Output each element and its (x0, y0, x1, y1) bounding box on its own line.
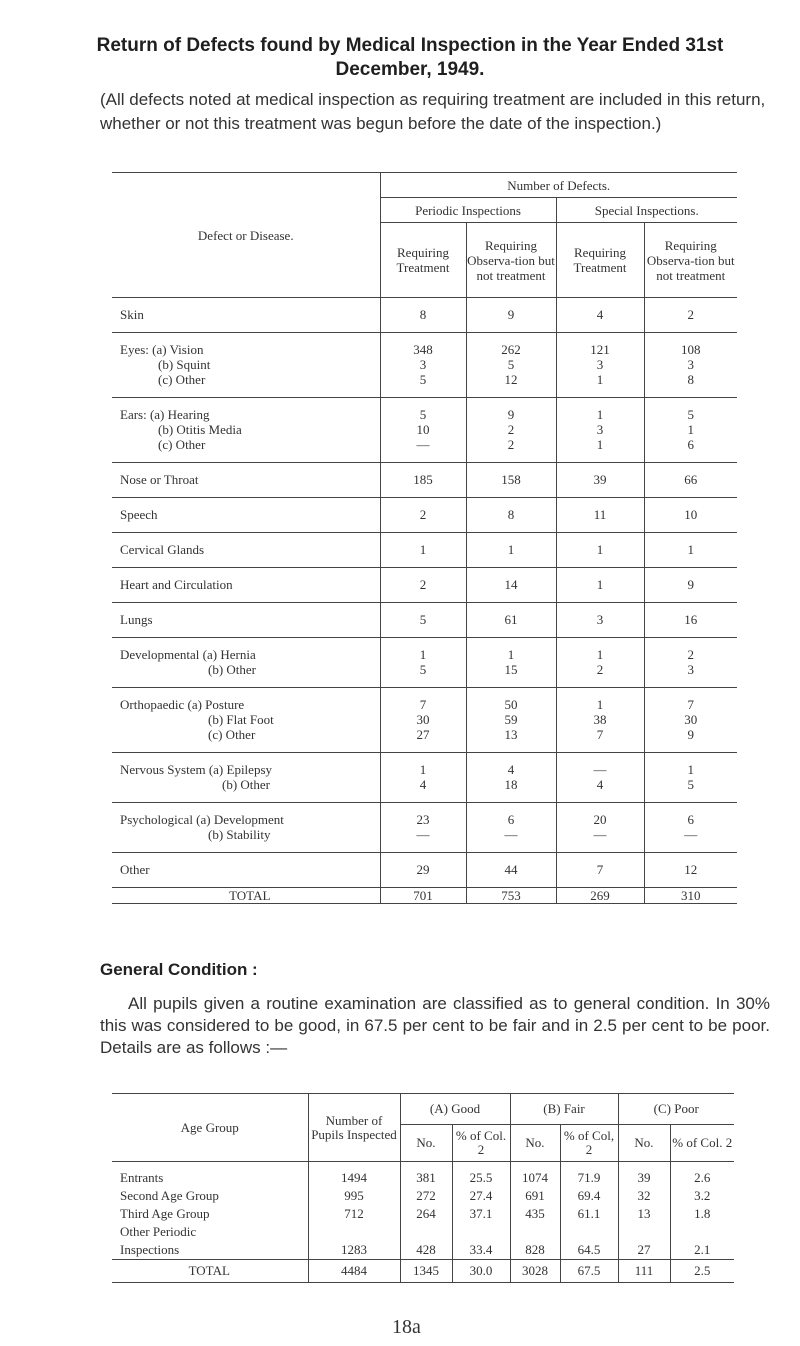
defect-count: 158 (466, 463, 556, 498)
defect-row (112, 888, 737, 904)
defect-count: 2 (380, 568, 466, 603)
condition-value: 712 (308, 1205, 400, 1223)
defect-count: 5 (380, 662, 466, 688)
defect-count: 1 (380, 638, 466, 663)
header-special-treatment: Requiring Treatment (556, 223, 644, 298)
header-fair-pct: % of Col, 2 (560, 1125, 618, 1162)
defect-count: 753 (466, 888, 556, 904)
defect-row (112, 568, 737, 603)
condition-value: 1.8 (670, 1205, 734, 1223)
defect-row (112, 753, 737, 778)
condition-value: 1345 (400, 1260, 452, 1283)
defect-count: 5 (380, 603, 466, 638)
header-age-group: Age Group (112, 1094, 308, 1162)
age-group-label: Other Periodic (120, 1224, 197, 1239)
condition-value: 32 (618, 1187, 670, 1205)
condition-value: 111 (618, 1260, 670, 1283)
condition-value (308, 1223, 400, 1241)
defect-count: 5 (644, 398, 737, 423)
defect-count: 8 (380, 298, 466, 333)
defect-count: 1 (644, 422, 737, 437)
condition-value: 995 (308, 1187, 400, 1205)
defect-count: 3 (556, 422, 644, 437)
defect-row (112, 603, 737, 638)
condition-value: 67.5 (560, 1260, 618, 1283)
defect-count: — (556, 827, 644, 853)
defect-row (112, 777, 737, 803)
header-good-pct: % of Col. 2 (452, 1125, 510, 1162)
defect-count: 6 (644, 803, 737, 828)
defect-label: Cervical Glands (112, 533, 380, 568)
defect-count: 3 (380, 357, 466, 372)
condition-value: 27.4 (452, 1187, 510, 1205)
defect-label: (b) Stability (112, 827, 380, 853)
defect-count: 9 (466, 298, 556, 333)
defect-label: (c) Other (112, 372, 380, 398)
defect-count: 2 (556, 662, 644, 688)
defect-count: 8 (466, 498, 556, 533)
defect-label: Nervous System (a) Epilepsy (120, 762, 273, 777)
defect-label: (b) Other (112, 777, 380, 803)
condition-value: 2.5 (670, 1260, 734, 1283)
defect-count: 1 (466, 533, 556, 568)
header-poor-pct: % of Col. 2 (670, 1125, 734, 1162)
defect-count: 12 (644, 853, 737, 888)
defect-count: 310 (644, 888, 737, 904)
defect-count: 1 (644, 753, 737, 778)
condition-value (510, 1223, 560, 1241)
defect-row (112, 422, 737, 437)
defect-row (112, 498, 737, 533)
defect-row (112, 437, 737, 463)
defect-count: 5 (380, 372, 466, 398)
condition-value: 33.4 (452, 1241, 510, 1260)
page-number: 18a (392, 1316, 421, 1338)
header-periodic: Periodic Inspections (380, 198, 556, 223)
defect-count: 10 (644, 498, 737, 533)
defect-count: 4 (380, 777, 466, 803)
condition-value: 1283 (308, 1241, 400, 1260)
defect-count: 3 (556, 603, 644, 638)
defect-row (112, 533, 737, 568)
defect-row (112, 638, 737, 663)
defect-count: 44 (466, 853, 556, 888)
header-periodic-observation: Requiring Observa-tion but not treatment (466, 223, 556, 298)
header-number-of-defects: Number of Defects. (380, 173, 737, 198)
condition-value: 64.5 (560, 1241, 618, 1260)
defect-count: 10 (380, 422, 466, 437)
defect-count: 2 (466, 422, 556, 437)
defect-row (112, 712, 737, 727)
defect-count: 701 (380, 888, 466, 904)
defect-count: 30 (380, 712, 466, 727)
condition-value (560, 1223, 618, 1241)
defect-count: 2 (644, 638, 737, 663)
age-group-label: Third Age Group (120, 1206, 210, 1221)
condition-row (112, 1205, 734, 1223)
defect-count: 1 (556, 568, 644, 603)
defect-label: (b) Otitis Media (158, 422, 242, 437)
defect-count: 2 (380, 498, 466, 533)
defect-count: 262 (466, 333, 556, 358)
defect-label: Other (112, 853, 380, 888)
defect-count: 7 (644, 688, 737, 713)
age-group-label: Second Age Group (120, 1188, 219, 1203)
condition-value (400, 1223, 452, 1241)
condition-value: 381 (400, 1162, 452, 1188)
defect-row (112, 853, 737, 888)
defect-count: 269 (556, 888, 644, 904)
defect-label: (b) Other (112, 662, 380, 688)
header-periodic-treatment: Requiring Treatment (380, 223, 466, 298)
condition-value: 1074 (510, 1162, 560, 1188)
defect-count: 1 (380, 533, 466, 568)
condition-value: 39 (618, 1162, 670, 1188)
condition-value: 61.1 (560, 1205, 618, 1223)
defect-row (112, 372, 737, 398)
header-poor-no: No. (618, 1125, 670, 1162)
defect-row (112, 398, 737, 423)
defect-row (112, 827, 737, 853)
defect-count: 2 (466, 437, 556, 463)
defect-count: — (380, 827, 466, 853)
defect-count: 16 (644, 603, 737, 638)
defect-count: — (644, 827, 737, 853)
condition-value: 272 (400, 1187, 452, 1205)
condition-value: 71.9 (560, 1162, 618, 1188)
defect-count: 9 (466, 398, 556, 423)
defect-count: 108 (644, 333, 737, 358)
defect-count: 9 (644, 727, 737, 753)
defect-count: 4 (466, 753, 556, 778)
condition-row (112, 1223, 734, 1241)
defect-row (112, 803, 737, 828)
defect-row (112, 662, 737, 688)
condition-row (112, 1260, 734, 1283)
defect-label: Psychological (a) Development (120, 812, 284, 827)
defect-count: 30 (644, 712, 737, 727)
header-good-no: No. (400, 1125, 452, 1162)
defect-count: 9 (644, 568, 737, 603)
defect-row (112, 298, 737, 333)
defect-count: 3 (644, 662, 737, 688)
defect-count: 61 (466, 603, 556, 638)
defect-count: 1 (380, 753, 466, 778)
defect-count: — (466, 827, 556, 853)
age-group-label: Entrants (120, 1170, 164, 1185)
defect-label: Nose or Throat (112, 463, 380, 498)
defect-row (112, 463, 737, 498)
defect-row (112, 727, 737, 753)
defect-label: TOTAL (112, 888, 380, 904)
defect-count: 50 (466, 688, 556, 713)
defect-row (112, 333, 737, 358)
condition-value: 30.0 (452, 1260, 510, 1283)
defect-label: Skin (112, 298, 380, 333)
defect-count: 4 (556, 777, 644, 803)
header-fair-no: No. (510, 1125, 560, 1162)
defect-row (112, 357, 737, 372)
defect-count: 7 (556, 853, 644, 888)
general-condition-text: All pupils given a routine examination are classified as to general condition. In 30% this was considered to be good, in 67.5 per cent to be fair and in 2.5 per cent to be poor. Details are as follows :— (100, 994, 770, 1057)
defect-count: 348 (380, 333, 466, 358)
header-number-inspected: Number of Pupils Inspected (308, 1094, 400, 1162)
condition-value: 4484 (308, 1260, 400, 1283)
condition-value: 1494 (308, 1162, 400, 1188)
age-group-label: Inspections (120, 1242, 180, 1257)
condition-value: 2.6 (670, 1162, 734, 1188)
defect-count: 3 (556, 357, 644, 372)
defect-label: Heart and Circulation (112, 568, 380, 603)
condition-value: 37.1 (452, 1205, 510, 1223)
defect-count: 8 (644, 372, 737, 398)
defect-count: 121 (556, 333, 644, 358)
condition-table (112, 1093, 734, 1283)
intro-paragraph: (All defects noted at medical inspection as requiring treatment are included in this return, whether or not this treatment was begun before the date of the inspection.) (100, 90, 766, 133)
defect-count: — (556, 753, 644, 778)
header-fair: (B) Fair (510, 1094, 618, 1125)
defect-label: Speech (112, 498, 380, 533)
defect-label: (b) Flat Foot (208, 712, 274, 727)
defect-count: 2 (644, 298, 737, 333)
defect-count: 39 (556, 463, 644, 498)
defect-count: — (380, 437, 466, 463)
defect-count: 7 (556, 727, 644, 753)
defect-count: 20 (556, 803, 644, 828)
defect-count: 13 (466, 727, 556, 753)
condition-value: 3.2 (670, 1187, 734, 1205)
defect-count: 5 (380, 398, 466, 423)
defect-label: Lungs (112, 603, 380, 638)
general-condition-heading: General Condition : (100, 960, 258, 979)
defect-count: 59 (466, 712, 556, 727)
defect-count: 4 (556, 298, 644, 333)
defect-count: 3 (644, 357, 737, 372)
defect-label: Ears: (a) Hearing (120, 407, 210, 422)
defect-count: 185 (380, 463, 466, 498)
defect-count: 66 (644, 463, 737, 498)
defect-count: 1 (556, 398, 644, 423)
defect-count: 1 (556, 372, 644, 398)
defect-label: (b) Squint (158, 357, 211, 372)
defect-count: 23 (380, 803, 466, 828)
condition-value: 3028 (510, 1260, 560, 1283)
condition-value: 25.5 (452, 1162, 510, 1188)
defect-count: 1 (466, 638, 556, 663)
condition-row (112, 1241, 734, 1260)
defect-count: 1 (556, 638, 644, 663)
header-good: (A) Good (400, 1094, 510, 1125)
header-defect: Defect or Disease. (112, 173, 380, 298)
condition-value (618, 1223, 670, 1241)
page-title: Return of Defects found by Medical Inspection in the Year Ended 31st December, 1949. (96, 35, 724, 80)
defect-count: 7 (380, 688, 466, 713)
condition-row (112, 1187, 734, 1205)
condition-value (452, 1223, 510, 1241)
age-group-label: TOTAL (112, 1260, 308, 1283)
defect-count: 27 (380, 727, 466, 753)
condition-value: 264 (400, 1205, 452, 1223)
header-special: Special Inspections. (556, 198, 737, 223)
defect-label: Orthopaedic (a) Posture (120, 697, 245, 712)
defect-count: 1 (556, 688, 644, 713)
defect-label: Developmental (a) Hernia (120, 647, 256, 662)
defect-label: (c) Other (112, 437, 380, 463)
defect-count: 12 (466, 372, 556, 398)
condition-row (112, 1162, 734, 1188)
defect-count: 14 (466, 568, 556, 603)
condition-value (670, 1223, 734, 1241)
defects-table (112, 172, 737, 904)
condition-value: 27 (618, 1241, 670, 1260)
condition-value: 13 (618, 1205, 670, 1223)
header-special-observation: Requiring Observa-tion but not treatment (644, 223, 737, 298)
defect-row (112, 688, 737, 713)
defect-count: 15 (466, 662, 556, 688)
condition-value: 428 (400, 1241, 452, 1260)
defect-count: 5 (466, 357, 556, 372)
defect-count: 1 (644, 533, 737, 568)
defect-count: 6 (466, 803, 556, 828)
condition-value: 435 (510, 1205, 560, 1223)
defect-count: 29 (380, 853, 466, 888)
defect-label: Eyes: (a) Vision (120, 342, 204, 357)
defect-count: 5 (644, 777, 737, 803)
defect-label: (c) Other (112, 727, 380, 753)
condition-value: 69.4 (560, 1187, 618, 1205)
defect-count: 18 (466, 777, 556, 803)
header-poor: (C) Poor (618, 1094, 734, 1125)
condition-value: 828 (510, 1241, 560, 1260)
defect-count: 1 (556, 437, 644, 463)
defect-count: 1 (556, 533, 644, 568)
condition-value: 691 (510, 1187, 560, 1205)
defect-count: 11 (556, 498, 644, 533)
defect-count: 38 (556, 712, 644, 727)
defect-count: 6 (644, 437, 737, 463)
condition-value: 2.1 (670, 1241, 734, 1260)
